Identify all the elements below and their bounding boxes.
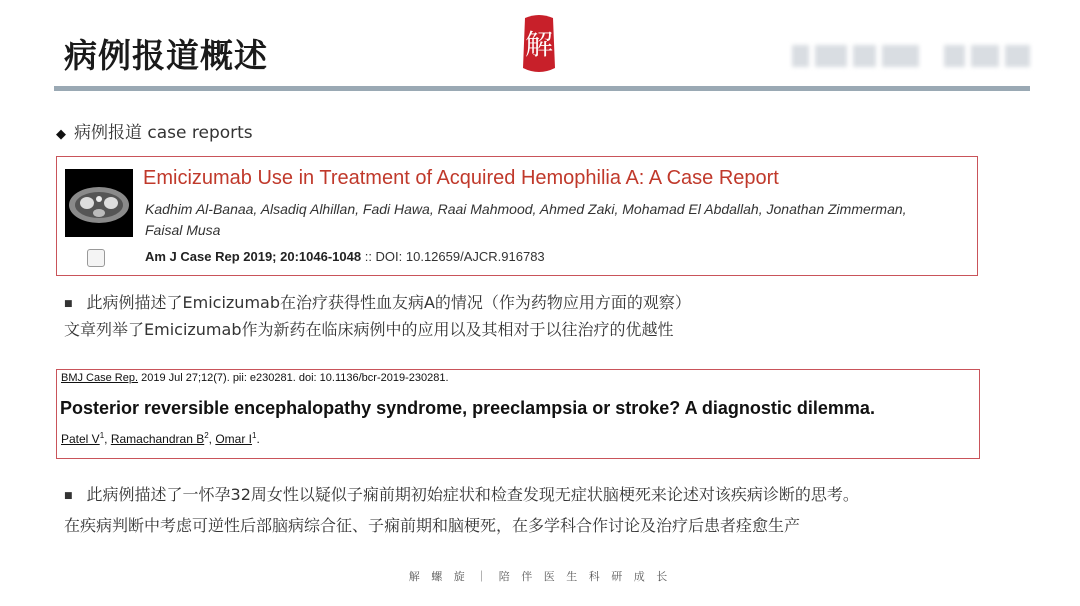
select-checkbox[interactable] (87, 249, 105, 267)
article-2-authors: Patel $V^1$, Ramachandran $B^2$, Omar $I^1$. (61, 431, 260, 446)
diamond-bullet-icon: ◆ (56, 127, 66, 142)
article-1-citation: Am J Case Rep 2019; 20:1046-1048 :: DOI: 10.12659/AJCR.916783 (145, 249, 545, 264)
title-divider (54, 86, 1030, 91)
article-1-description: ■ 此病例描述了Emicizumab在治疗获得性血友病A的情况（作为药物应用方面的观察） 文章列举了Emicizumab作为新药在临床病例中的应用以及其相对于以往治疗的优越性 (64, 293, 691, 339)
svg-text:解: 解 (524, 28, 554, 61)
article-2-title: Posterior reversible encephalopathy syndrome, preeclampsia or stroke? A diagnostic dilemma. (60, 398, 875, 418)
article-card-2 (56, 369, 980, 459)
article-2-citation: BMJ Case Rep. 2019 Jul 27;12(7). pii: e230281. doi: 10.1136/bcr-2019-230281. (61, 372, 449, 384)
article-card-1 (56, 156, 978, 276)
section-bullet: ◆ 病例报道 case reports (56, 123, 253, 143)
article-2-description: ■ 此病例描述了一怀孕32周女性以疑似子痫前期初始症状和检查发现无症状脑梗死来论述对该疾病诊断的思考。 在疾病判断中考虑可逆性后部脑病综合征、子痫前期和脑梗死，在多学科合作讨论及治疗后患者痊愈生产 (64, 485, 859, 535)
slide-title: 病例报道概述 (64, 36, 268, 75)
blurred-logo (792, 36, 1030, 76)
slide-footer: 解 螺 旋 ｜ 陪 伴 医 生 科 研 成 长 (408, 570, 672, 583)
square-bullet-icon: ■ (64, 298, 73, 309)
seal-logo (519, 12, 559, 76)
article-1-title[interactable]: Emicizumab Use in Treatment of Acquired Hemophilia A: A Case Report (143, 167, 779, 189)
ct-scan-thumbnail[interactable] (65, 169, 133, 237)
article-1-authors: Kadhim Al-Banaa, Alsadiq Alhillan, Fadi Hawa, Raai Mahmood, Ahmed Zaki, Mohamad El Abdallah, Jonathan Zimmerman, Faisal Musa (145, 201, 907, 238)
square-bullet-icon: ■ (64, 490, 73, 501)
